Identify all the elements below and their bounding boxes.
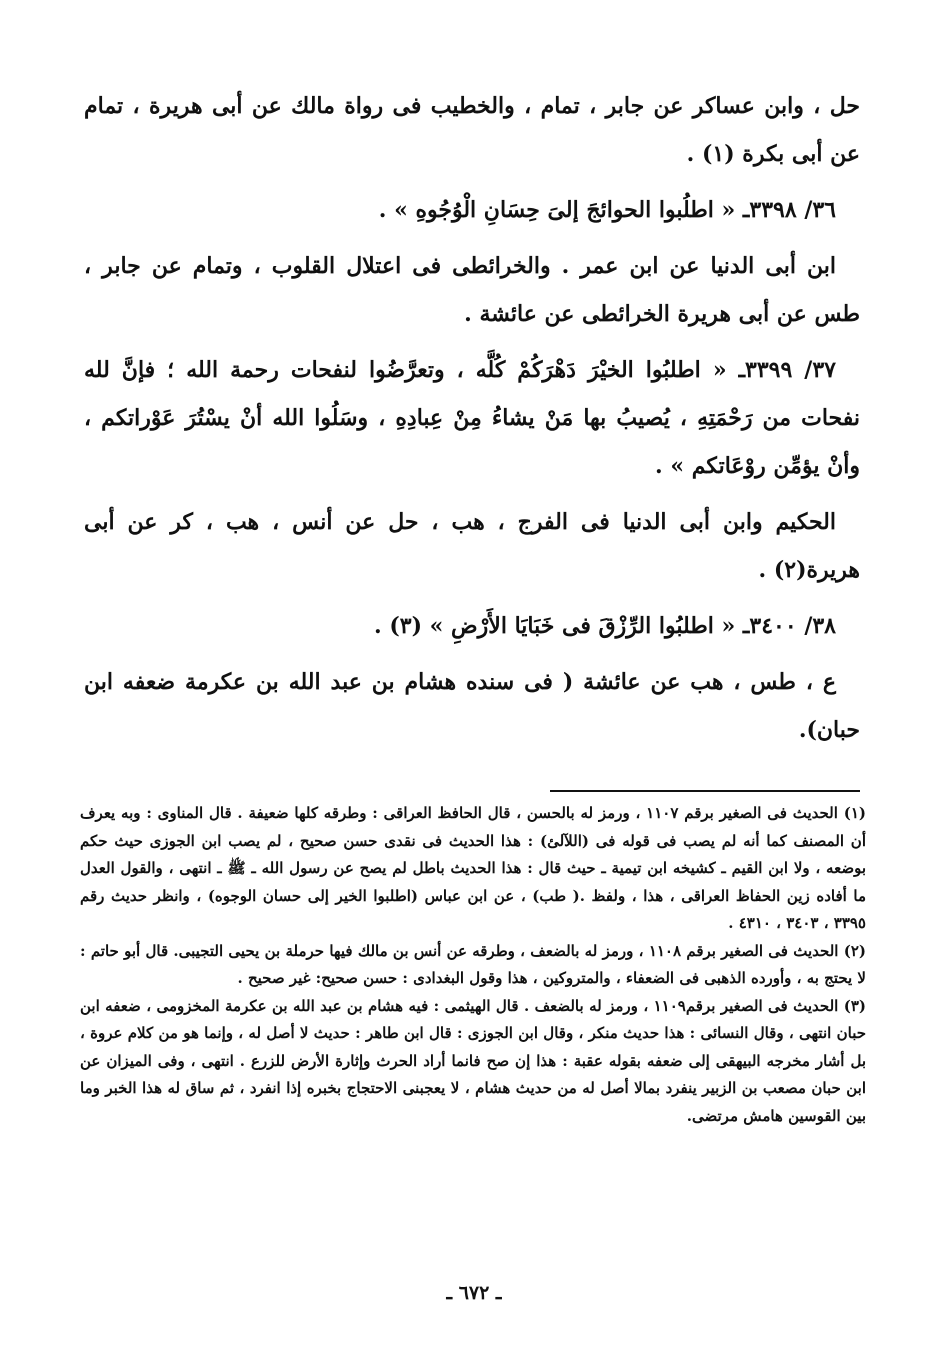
paragraph-7: ع ، طس ، هب عن عائشة ( فى سنده هشام بن عبد الله بن عكرمة ضعفه ابن حبان). xyxy=(84,669,860,743)
page-number: ـ ٦٧٢ ـ xyxy=(446,1282,502,1304)
hadith-3399: ٣٧/ ٣٣٩٩ـ « اطلبُوا الخيْرَ دَهْرَكُمْ كُلَّه ، وتعرَّضُوا لنفحات رحمة الله ؛ فإنَّ لله نفحات من رَحْمَتِهِ ، يُصيبُ بها مَنْ يشاءُ مِنْ عِبادِهِ ، وسَلُوا الله أنْ يسْتُرَ عَوْراتكم ، وأنْ يؤمِّن روْعَاتكم » . xyxy=(84,357,860,479)
paragraph-1: حل ، وابن عساكر عن جابر ، تمام ، والخطيب فى رواة مالك عن أبى هريرة ، تمام عن أبى بكرة (١) . xyxy=(84,93,860,167)
footnote-2: (٢) الحديث فى الصغير برقم ١١٠٨ ، ورمز له بالضعف ، وطرقه عن أنس بن مالك فيها حرملة بن يحيى التجيبى. قال أبو حاتم : لا يحتج به ، وأورده الذهبى فى الضعفاء ، والمتروكين ، هذا وقول البغدادى : حسن صحيح: غير صحيح . xyxy=(80,941,867,987)
footnote-1: (١) الحديث فى الصغير برقم ١١٠٧ ، ورمز له بالحسن ، قال الحافظ العراقى : وطرقه كلها ضعيفة . قال المناوى : وبه يعرف أن المصنف كما أنه لم يصب فى قوله فى (اللآلئ) : هذا الحديث فى نقدى حسن صحيح ، لم يصب ابن الجوزى حيث حكم بوضعه ، ولا ابن القيم ـ كشيخه ابن تيمية ـ حيث قال : هذا الحديث باطل لم يصح عن رسول الله ـ ﷺ ـ انتهى ، والقول العدل ما أفاده زين الحفاظ العراقى ، هذا ، ولفظ .( طب) ، عن ابن عباس (اطلبوا الخير إلى حسان الوجوه) ، وانظر حديث رقم ٣٣٩٥ ، ٣٤٠٣ ، ٤٣١٠ . xyxy=(80,804,866,932)
hadith-3398: ٣٦/ ٣٣٩٨ـ « اطلُبوا الحوائجَ إلىَ حِسَانِ الْوُجُوهِ » . xyxy=(378,197,836,223)
footnote-3: (٣) الحديث فى الصغير برقم١١٠٩ ، ورمز له بالضعف . قال الهيثمى : فيه هشام بن عبد الله بن عكرمة المخزومى ، ضعفه ابن حبان انتهى ، وقال النسائى : هذا حديث منكر ، وقال ابن الجوزى : قال ابن طاهر : حديث لا أصل له ، وإنما هو من كلام عروة ، بل أشار مخرجه البيهقى إلى ضعفه بقوله عقبة : هذا إن صح فانما أراد الحرث وإثارة الأرض للزرع . انتهى ، وفى الميزان عن ابن حبان مصعب بن الزبير ينفرد بمالا أصل له من حديث هشام ، لا يعجبنى الاحتجاج بخبره إذا انفرد ، ثم ساق له هذا الخبر وما بين القوسين هامش مرتضى. xyxy=(80,996,866,1125)
paragraph-3: ابن أبى الدنيا عن ابن عمر . والخرائطى فى اعتلال القلوب ، وتمام عن جابر ، طس عن أبى هريرة الخرائطى عن عائشة . xyxy=(84,253,860,327)
hadith-3400: ٣٨/ ٣٤٠٠ـ « اطلبُوا الرِّزْقَ فى خَبَايَا الأَرْضِ » (٣) . xyxy=(374,613,836,639)
footnote-divider xyxy=(550,790,860,792)
paragraph-5: الحكيم وابن أبى الدنيا فى الفرج ، هب ، حل عن أنس ، هب ، كر عن أبى هريرة(٢) . xyxy=(84,509,860,583)
footnotes xyxy=(80,800,866,1130)
main-text xyxy=(84,82,860,762)
